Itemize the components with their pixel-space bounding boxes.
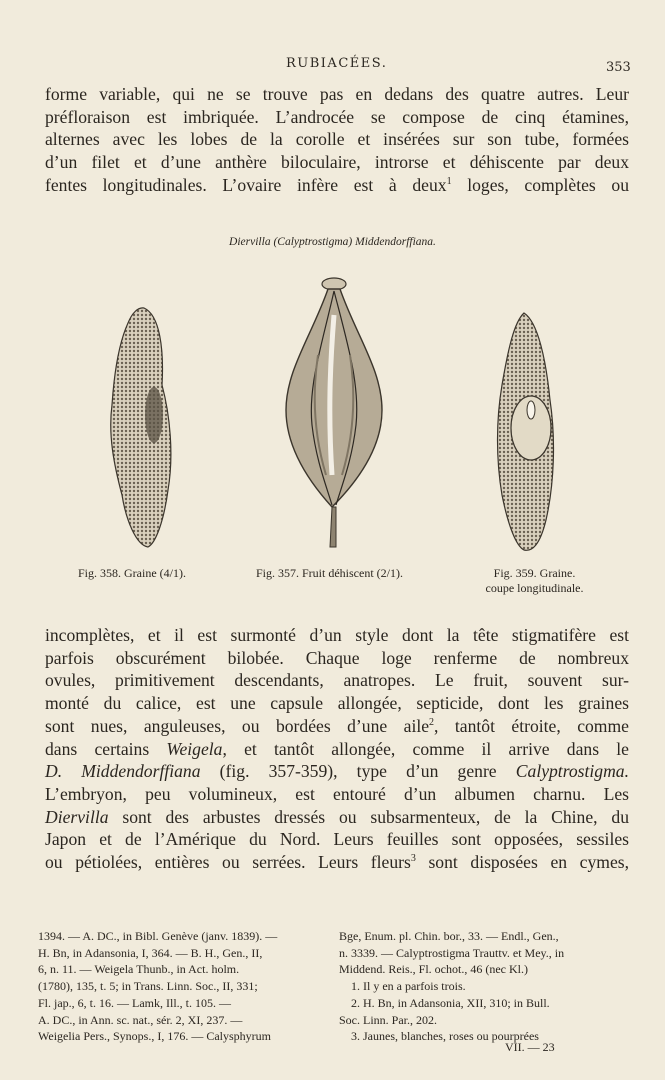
footnote-line: Middend. Reis., Fl. ochot., 46 (nec Kl.) [339, 962, 528, 977]
paragraph-bottom [45, 624, 629, 874]
footnote-line: Fl. jap., 6, t. 16. — Lamk, Ill., t. 105. — [38, 995, 231, 1010]
footnotes-right [339, 928, 620, 1045]
footnote-ref: 3 [410, 853, 416, 865]
page-number: 353 [606, 60, 631, 75]
text-line: Japon et de l’Amérique du Nord. Leurs feuilles sont opposées, sessiles [45, 829, 629, 850]
text-line: incomplètes, et il est surmonté d’un style dont la tête stigmatifère est [45, 625, 629, 645]
text-run: fentes longitudinales. L’ovaire infère est à deux [45, 174, 447, 195]
footnote-line: H. Bn, in Adansonia, I, 364. — B. H., Gen., II, [38, 945, 263, 960]
footnote-line: 2. H. Bn, in Adansonia, XII, 310; in Bull. [351, 995, 550, 1010]
seed-illustration-fig-358 [104, 305, 176, 550]
text-line [45, 806, 629, 829]
text-line: monté du calice, est une capsule allongée, septicide, dont les graines [45, 693, 629, 714]
genus-name: Calyptrostigma. [515, 761, 630, 782]
text-line [45, 760, 629, 783]
text-line [45, 738, 629, 761]
text-line: alternes avec les lobes de la corolle et insérées sur son tube, formées [45, 129, 629, 150]
footnote-line: 1394. — A. DC., in Bibl. Genève (janv. 1839). — [38, 929, 278, 943]
text-run: , tantôt étroite, comme [434, 715, 629, 736]
text-run: (fig. 357-359), type d’un genre [200, 761, 516, 782]
footnote-line: 6, n. 11. — Weigela Thunb., in Act. holm. [38, 962, 240, 977]
footnote-line: n. 3339. — Calyptrostigma Trauttv. et Mey., in [339, 945, 565, 960]
running-title: RUBIACÉES. [286, 56, 388, 71]
fig-358-caption: Fig. 358. Graine (4/1). [78, 566, 186, 580]
text-run: , et tantôt allongée, comme il arrive dans le [222, 738, 629, 759]
footnote-line: Bge, Enum. pl. Chin. bor., 33. — Endl., Gen., [339, 929, 559, 943]
text-line: préfloraison est imbriquée. L’androcée se compose de cinq étamines, [45, 106, 629, 127]
text-line [45, 851, 629, 874]
text-line [45, 174, 629, 197]
footnote-line: A. DC., in Ann. sc. nat., sér. 2, XI, 237. — [38, 1012, 243, 1027]
footnote-line: Soc. Linn. Par., 202. [339, 1012, 437, 1027]
text-run: loges, complètes ou [451, 174, 629, 195]
footnote-ref: 1 [446, 175, 452, 187]
text-run: ou pétiolées, entières ou serrées. Leurs fleurs [45, 852, 411, 873]
fig-357-caption: Fig. 357. Fruit déhiscent (2/1). [256, 566, 403, 580]
fig-359-caption-line: Fig. 359. Graine. [493, 566, 576, 580]
genus-name: Diervilla [45, 806, 109, 827]
genus-name: Weigela [166, 738, 223, 759]
signature-mark: VII. — 23 [505, 1040, 555, 1054]
paragraph-top [45, 83, 629, 197]
text-run: dans certains [45, 738, 167, 759]
fig-359-caption-line: coupe longitudinale. [485, 581, 584, 595]
fig-359-caption [462, 566, 607, 596]
seed-section-illustration-fig-359 [494, 310, 558, 555]
text-run: sont des arbustes dressés ou subsarmenteux, de la Chine, du [108, 806, 629, 827]
text-run: sont nues, anguleuses, ou bordées d’une aile [45, 715, 430, 736]
text-line: ovules, primitivement descendants, anatropes. Le fruit, souvent sur- [45, 670, 629, 691]
footnote-ref: 2 [429, 716, 435, 728]
species-name: D. Middendorffiana [45, 761, 201, 782]
footnote-line: Weigelia Pers., Synops., I, 176. — Calysphyrum [38, 1029, 272, 1044]
text-line [45, 715, 629, 738]
footnotes-left [38, 928, 318, 1045]
page-header [0, 56, 665, 76]
text-line: d’un filet et d’une anthère biloculaire, introrse et déhiscente par deux [45, 152, 629, 173]
text-line: forme variable, qui ne se trouve pas en dedans des quatre autres. Leur [45, 84, 629, 104]
footnote-line: 1. Il y en a parfois trois. [351, 979, 466, 994]
text-line: parfois obscurément bilobée. Chaque loge renferme de nombreux [45, 647, 629, 668]
text-line: L’embryon, peu volumineux, est entouré d’un albumen charnu. Les [45, 783, 629, 804]
footnote-line: (1780), 135, t. 5; in Trans. Linn. Soc., II, 331; [38, 979, 258, 994]
text-run: sont disposées en cymes, [415, 852, 629, 873]
fruit-illustration-fig-357 [282, 275, 386, 550]
footnote-line: 3. Jaunes, blanches, roses ou pourprées [351, 1029, 539, 1044]
figure-title: Diervilla (Calyptrostigma) Middendorffiana. [229, 236, 436, 248]
